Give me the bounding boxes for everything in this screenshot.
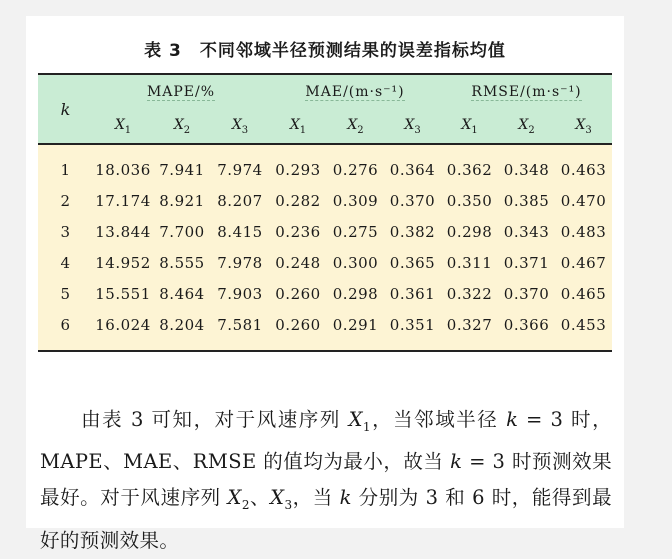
table-cell: 0.364: [384, 144, 441, 185]
table-row: [38, 144, 612, 185]
table-cell: 0.467: [555, 247, 612, 278]
table-cell: 0.348: [498, 144, 555, 185]
table-row: [38, 247, 612, 278]
table-cell: 8.464: [153, 278, 211, 309]
table-header: [38, 74, 612, 144]
table-cell: 0.365: [384, 247, 441, 278]
table-cell: 0.350: [441, 185, 498, 216]
table-row: [38, 185, 612, 216]
table-cell: 0.453: [555, 309, 612, 351]
table-cell: 7.978: [211, 247, 269, 278]
table-row: [38, 278, 612, 309]
table-row: [38, 216, 612, 247]
table-cell: 0.248: [269, 247, 327, 278]
table-cell: 0.483: [555, 216, 612, 247]
table-cell: 18.036: [93, 144, 153, 185]
table-row: [38, 309, 612, 351]
table-cell: 0.276: [327, 144, 384, 185]
subheader-mape-x1: $X_1$: [93, 109, 153, 144]
table-caption: [26, 36, 624, 61]
table-cell: 15.551: [93, 278, 153, 309]
table-cell: 7.941: [153, 144, 211, 185]
subheader-mae-x1: $X_1$: [269, 109, 327, 144]
table-cell: 0.366: [498, 309, 555, 351]
group-header-mape: MAPE/%: [93, 74, 269, 109]
table-cell: 16.024: [93, 309, 153, 351]
table-cell: 0.463: [555, 144, 612, 185]
table-cell: 0.300: [327, 247, 384, 278]
table-cell: 8.204: [153, 309, 211, 351]
body-paragraph: 由表 3 可知，对于风速序列 $X_1$，当邻域半径 k = 3 时，MAPE、MAE、RMSE 的值均为最小，故当 k = 3 时预测效果最好。对于风速序列 $X_2$、$X_3$，当 k 分别为 3 和 6 时，能得到最好的预测效果。: [40, 402, 612, 559]
table-caption-title: 不同邻域半径预测结果的误差指标均值: [200, 41, 506, 61]
row-header-k: k: [38, 74, 93, 144]
table-cell: 0.370: [384, 185, 441, 216]
table-cell: 0.260: [269, 278, 327, 309]
table-cell: 0.291: [327, 309, 384, 351]
table-body: [38, 144, 612, 351]
subheader-rmse-x3: $X_3$: [555, 109, 612, 144]
row-k-cell: 1: [38, 144, 93, 185]
table-cell: 7.974: [211, 144, 269, 185]
subheader-mae-x2: $X_2$: [327, 109, 384, 144]
subheader-rmse-x2: $X_2$: [498, 109, 555, 144]
table-cell: 8.415: [211, 216, 269, 247]
table-cell: 0.293: [269, 144, 327, 185]
row-k-cell: 6: [38, 309, 93, 351]
row-k-cell: 5: [38, 278, 93, 309]
table-cell: 0.282: [269, 185, 327, 216]
table-cell: 7.700: [153, 216, 211, 247]
table-caption-label: 表 3: [144, 41, 182, 61]
group-header-rmse: RMSE/(m·s⁻¹): [441, 74, 612, 109]
table-cell: 8.921: [153, 185, 211, 216]
table-cell: 0.309: [327, 185, 384, 216]
table-cell: 8.207: [211, 185, 269, 216]
table-cell: 17.174: [93, 185, 153, 216]
table-cell: 8.555: [153, 247, 211, 278]
table-cell: 0.470: [555, 185, 612, 216]
table-cell: 0.343: [498, 216, 555, 247]
table-cell: 0.236: [269, 216, 327, 247]
table-cell: 0.362: [441, 144, 498, 185]
error-metrics-table: [38, 73, 612, 352]
row-k-cell: 3: [38, 216, 93, 247]
subheader-mape-x3: $X_3$: [211, 109, 269, 144]
table-cell: 0.382: [384, 216, 441, 247]
table-cell: 0.275: [327, 216, 384, 247]
table-cell: 0.370: [498, 278, 555, 309]
table-cell: 13.844: [93, 216, 153, 247]
row-k-cell: 2: [38, 185, 93, 216]
table-cell: 0.311: [441, 247, 498, 278]
table-cell: 7.903: [211, 278, 269, 309]
table-cell: 0.327: [441, 309, 498, 351]
table-cell: 0.385: [498, 185, 555, 216]
table-cell: 0.260: [269, 309, 327, 351]
group-header-mae: MAE/(m·s⁻¹): [269, 74, 441, 109]
subheader-mape-x2: $X_2$: [153, 109, 211, 144]
table-cell: 7.581: [211, 309, 269, 351]
table-cell: 0.351: [384, 309, 441, 351]
table-cell: 0.298: [327, 278, 384, 309]
table-cell: 0.371: [498, 247, 555, 278]
table-cell: 0.465: [555, 278, 612, 309]
row-k-cell: 4: [38, 247, 93, 278]
document-page: [26, 16, 624, 528]
table-cell: 0.322: [441, 278, 498, 309]
subheader-rmse-x1: $X_1$: [441, 109, 498, 144]
table-cell: 0.298: [441, 216, 498, 247]
table-cell: 0.361: [384, 278, 441, 309]
subheader-mae-x3: $X_3$: [384, 109, 441, 144]
table-cell: 14.952: [93, 247, 153, 278]
